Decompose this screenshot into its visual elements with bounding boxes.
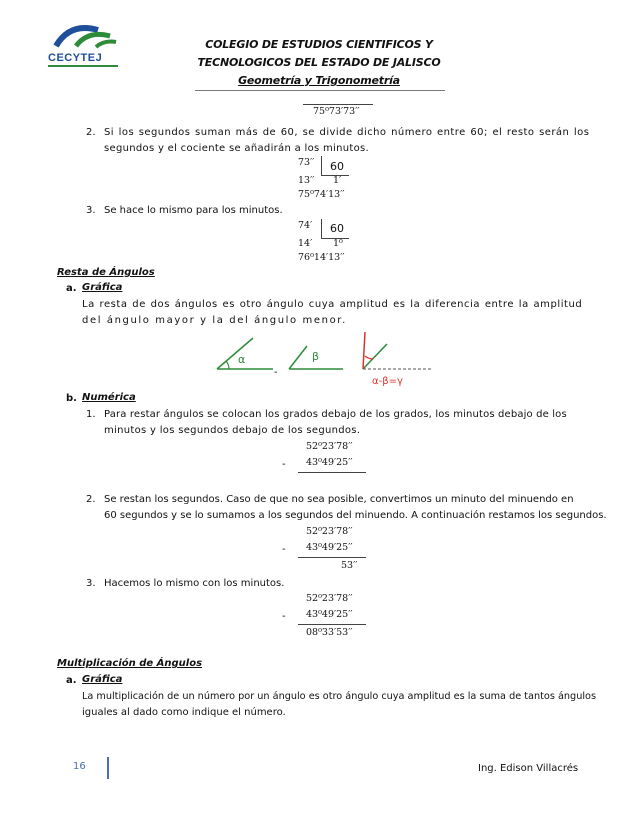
resta-a-line1: La resta de dos ángulos es otro ángulo cuya amplitud es la diferencia entre la amplitud	[82, 299, 583, 310]
top-result-rule	[303, 104, 373, 105]
division2-result: 76⁰14′13′′	[298, 252, 345, 263]
top-result: 75⁰73′73′′	[313, 106, 360, 117]
logo-text: CECYTEJ	[48, 52, 103, 64]
header-line-2: TECNOLOGICOS DEL ESTADO DE JALISCO	[197, 56, 441, 69]
step2-line2: segundos y el cociente se añadirán a los minutos.	[104, 143, 370, 154]
multiplicacion-line2: iguales al dado como indique el número.	[82, 707, 286, 718]
resta-a-label: a.	[66, 283, 77, 294]
footer-divider	[107, 757, 109, 779]
step3-number: 3.	[86, 205, 96, 216]
resta-step3-subtrahend: 43⁰49′25′′	[306, 609, 353, 620]
division2-divisor: 60	[330, 222, 344, 235]
resta-step2-result: 53′′	[341, 560, 358, 571]
step3-text: Se hace lo mismo para los minutos.	[104, 205, 283, 216]
resta-step1-number: 1.	[86, 409, 96, 420]
resta-step1-line1: Para restar ángulos se colocan los grados debajo de los grados, los minutos debajo de los	[104, 409, 567, 420]
header-subject: Geometría y Trigonometría	[238, 74, 400, 87]
resta-step1-rule	[298, 472, 366, 473]
resta-step3-minus: -	[282, 611, 286, 622]
resta-step2-minus: -	[282, 544, 286, 555]
resta-step2-line2: 60 segundos y se lo sumamos a los segundos del minuendo. A continuación restamos los segundos.	[104, 510, 607, 521]
resta-step3-text: Hacemos lo mismo con los minutos.	[104, 578, 285, 589]
footer-author: Ing. Edison Villacrés	[478, 763, 579, 774]
division1-divisor: 60	[330, 160, 344, 173]
gamma-result-label: α-β=γ	[372, 376, 403, 387]
page-number: 16	[73, 761, 86, 772]
division2-dividend: 74′	[298, 220, 313, 231]
resta-step1-minus: -	[282, 459, 286, 470]
resta-step3-number: 3.	[86, 578, 96, 589]
division2-bar	[321, 219, 322, 238]
multiplicacion-a-label: a.	[66, 675, 77, 686]
resta-step1-subtrahend: 43⁰49′25′′	[306, 457, 353, 468]
alpha-symbol: α	[238, 353, 246, 366]
division2-remainder: 14′	[298, 238, 313, 249]
resta-step2-rule	[298, 557, 366, 558]
resta-a-line2: del ángulo mayor y la del ángulo menor.	[82, 315, 347, 326]
resta-step3-minuend: 52⁰23′78′′	[306, 593, 353, 604]
division1-dividend: 73′′	[298, 157, 315, 168]
step2-number: 2.	[86, 127, 96, 138]
resta-step2-number: 2.	[86, 494, 96, 505]
resta-step2-minuend: 52⁰23′78′′	[306, 526, 353, 537]
minus-symbol: -	[274, 367, 278, 378]
resta-b-title: Numérica	[82, 392, 136, 403]
division1-bar	[321, 156, 322, 175]
step2-line1: Si los segundos suman más de 60, se divide dicho número entre 60; el resto serán los	[104, 127, 590, 138]
resta-a-title: Gráfica	[82, 282, 123, 293]
beta-symbol: β	[312, 350, 320, 363]
resta-step2-subtrahend: 43⁰49′25′′	[306, 542, 353, 553]
resta-b-label: b.	[66, 393, 77, 404]
resta-step3-result: 08⁰33′53′′	[306, 627, 353, 638]
division1-remainder: 13′′	[298, 175, 315, 186]
division2-quotient: 1⁰	[333, 238, 343, 249]
multiplicacion-title: Multiplicación de Ángulos	[57, 658, 203, 669]
resta-title: Resta de Ángulos	[57, 267, 155, 278]
header-rule	[195, 90, 445, 91]
division1-quotient: 1′	[333, 175, 342, 186]
gamma-angle	[363, 332, 433, 369]
header-line-1: COLEGIO DE ESTUDIOS CIENTIFICOS Y	[205, 38, 433, 51]
resta-step1-line2: minutos y los segundos debajo de los segundos.	[104, 425, 361, 436]
multiplicacion-a-title: Gráfica	[82, 674, 123, 685]
multiplicacion-line1: La multiplicación de un número por un ángulo es otro ángulo cuya amplitud es la suma de tantos ángulos	[82, 691, 597, 702]
division1-result: 75⁰74′13′′	[298, 189, 345, 200]
resta-step2-line1: Se restan los segundos. Caso de que no sea posible, convertimos un minuto del minuendo en	[104, 494, 574, 505]
resta-step1-minuend: 52⁰23′78′′	[306, 441, 353, 452]
resta-step3-rule	[298, 624, 366, 625]
